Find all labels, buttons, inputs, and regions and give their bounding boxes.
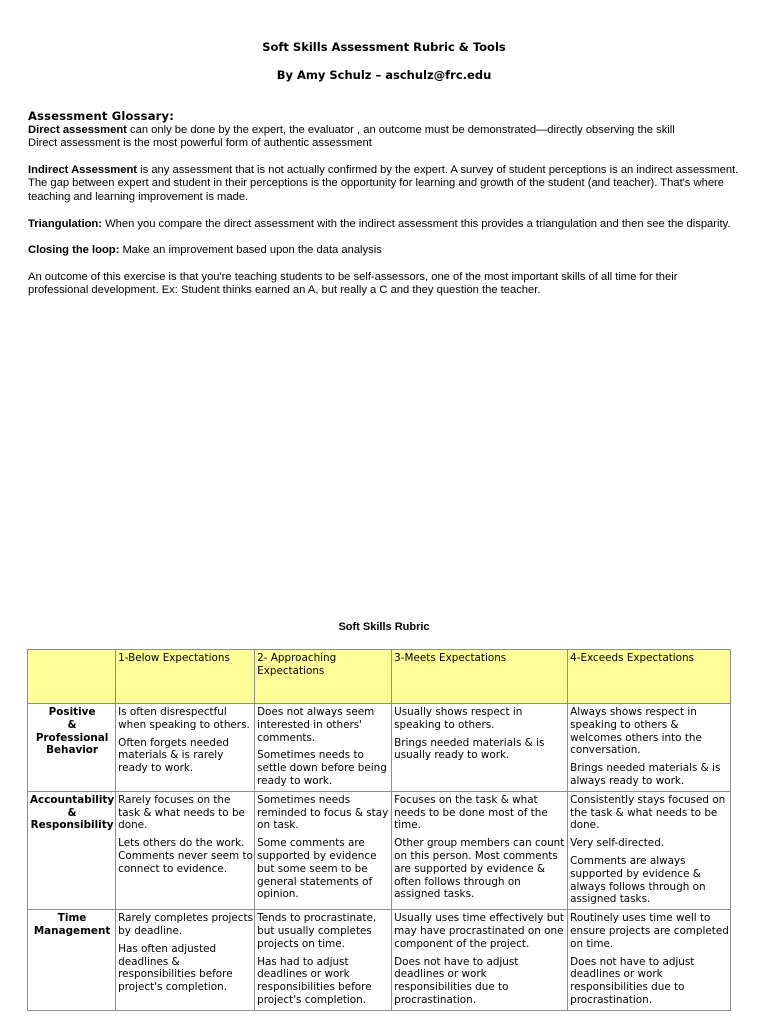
direct-text: can only be done by the expert, the evaluator , an outcome must be demonstrated—directly observing the skill: [126, 123, 675, 136]
cell-descriptor: Brings needed materials & is always ready to work.: [570, 762, 721, 787]
cell-descriptor: Rarely focuses on the task & what needs to be done.: [118, 793, 245, 832]
table-row: [28, 704, 731, 792]
glossary-direct: [28, 124, 740, 151]
cell-descriptor: Focuses on the task & what needs to be done most of the time.: [394, 793, 548, 832]
header-level-3: 3-Meets Expectations: [392, 650, 568, 704]
cell-descriptor: Very self-directed.: [570, 837, 665, 850]
rubric-cell-level-2: [255, 704, 392, 792]
cell-descriptor: Comments are always supported by evidence & always follows through on assigned tasks.: [570, 854, 706, 906]
rubric-cell-level-3: [392, 704, 568, 792]
cell-descriptor: Often forgets needed materials & is rarely ready to work.: [118, 736, 229, 775]
indirect-text: is any assessment that is not actually confirmed by the expert. A survey of student perceptions is an indirect assessment. The gap between expert and student in their perceptions is the opportunity for learning and growth of the student (and teacher). That's where teaching and learning improvement is made.: [28, 163, 739, 203]
rubric-cell-level-3: [392, 910, 568, 1011]
cell-descriptor: Lets others do the work. Comments never seem to connect to evidence.: [118, 837, 253, 875]
document-byline: By Amy Schulz – aschulz@frc.edu: [276, 68, 492, 82]
closing-text: Make an improvement based upon the data analysis: [119, 244, 382, 257]
glossary-outcome: An outcome of this exercise is that you're teaching students to be self-assessors, one of the most important skills of all time for their professional development. Ex: Student thinks earned an A, but really a C and they question the teacher.: [28, 270, 678, 297]
row-label: Time Management: [28, 910, 116, 1011]
table-row: [28, 910, 731, 1011]
cell-descriptor: Tends to procrastinate, but usually completes projects on time.: [257, 912, 377, 950]
rubric-header-row: [28, 650, 731, 704]
header-level-4: 4-Exceeds Expectations: [568, 650, 731, 704]
cell-descriptor: Some comments are supported by evidence but some seem to be general statements of opinion.: [257, 837, 377, 901]
cell-descriptor: Has had to adjust deadlines or work responsibilities before project's completion.: [257, 955, 372, 1006]
cell-descriptor: Rarely completes projects by deadline.: [118, 912, 254, 937]
document-title: Soft Skills Assessment Rubric & Tools: [262, 40, 506, 54]
rubric-cell-level-2: [255, 910, 392, 1011]
rubric-cell-level-1: [116, 791, 255, 909]
cell-descriptor: Brings needed materials & is usually ready to work.: [394, 736, 545, 762]
cell-descriptor: Usually uses time effectively but may have procrastinated on one component of the project.: [394, 912, 564, 950]
indirect-term: Indirect Assessment: [28, 163, 138, 176]
cell-descriptor: Other group members can count on this person. Most comments are supported by evidence & often follows through on assigned tasks.: [394, 837, 565, 901]
cell-descriptor: Sometimes needs reminded to focus & stay on task.: [257, 793, 389, 832]
rubric-cell-level-1: [116, 704, 255, 792]
assessment-glossary: [28, 110, 740, 311]
rubric-cell-level-3: [392, 791, 568, 909]
glossary-indirect: [28, 164, 740, 205]
rubric-cell-level-4: [568, 791, 731, 909]
closing-term: Closing the loop:: [28, 244, 120, 257]
glossary-triangulation: [28, 218, 740, 232]
cell-descriptor: Sometimes needs to settle down before being ready to work.: [257, 749, 387, 787]
triangulation-text: When you compare the direct assessment with the indirect assessment this provides a triangulation and then see the disparity.: [101, 217, 731, 230]
header-level-1: 1-Below Expectations: [116, 650, 255, 704]
glossary-closing-loop: [28, 244, 740, 258]
rubric-cell-level-1: [116, 910, 255, 1011]
cell-descriptor: Always shows respect in speaking to others & welcomes others into the conversation.: [570, 706, 702, 757]
cell-descriptor: Routinely uses time well to ensure projects are completed on time.: [570, 912, 729, 950]
header-corner-cell: [28, 650, 116, 704]
soft-skills-rubric-table: [27, 649, 731, 1011]
table-row: [28, 791, 731, 909]
rubric-cell-level-4: [568, 704, 731, 792]
row-label: Positive & Professional Behavior: [28, 704, 116, 792]
direct-text-2: Direct assessment is the most powerful form of authentic assessment: [28, 137, 372, 150]
cell-descriptor: Does not always seem interested in others' comments.: [257, 706, 375, 744]
cell-descriptor: Is often disrespectful when speaking to others.: [118, 706, 250, 731]
glossary-heading: Assessment Glossary:: [28, 109, 175, 123]
rubric-cell-level-2: [255, 791, 392, 909]
rubric-cell-level-4: [568, 910, 731, 1011]
row-label: Accountability & Responsibility: [28, 791, 116, 909]
cell-descriptor: Does not have to adjust deadlines or work responsibilities due to procrastination.: [394, 955, 519, 1006]
direct-term: Direct assessment: [28, 123, 127, 136]
rubric-title: Soft Skills Rubric: [338, 621, 430, 633]
document-header: [0, 40, 768, 82]
header-level-2: 2- Approaching Expectations: [255, 650, 392, 704]
cell-descriptor: Consistently stays focused on the task & what needs to be done.: [570, 793, 726, 832]
cell-descriptor: Usually shows respect in speaking to others.: [394, 706, 523, 731]
cell-descriptor: Has often adjusted deadlines & responsibilities before project's completion.: [118, 942, 233, 994]
cell-descriptor: Does not have to adjust deadlines or work responsibilities due to procrastination.: [570, 955, 695, 1006]
triangulation-term: Triangulation:: [28, 217, 102, 230]
